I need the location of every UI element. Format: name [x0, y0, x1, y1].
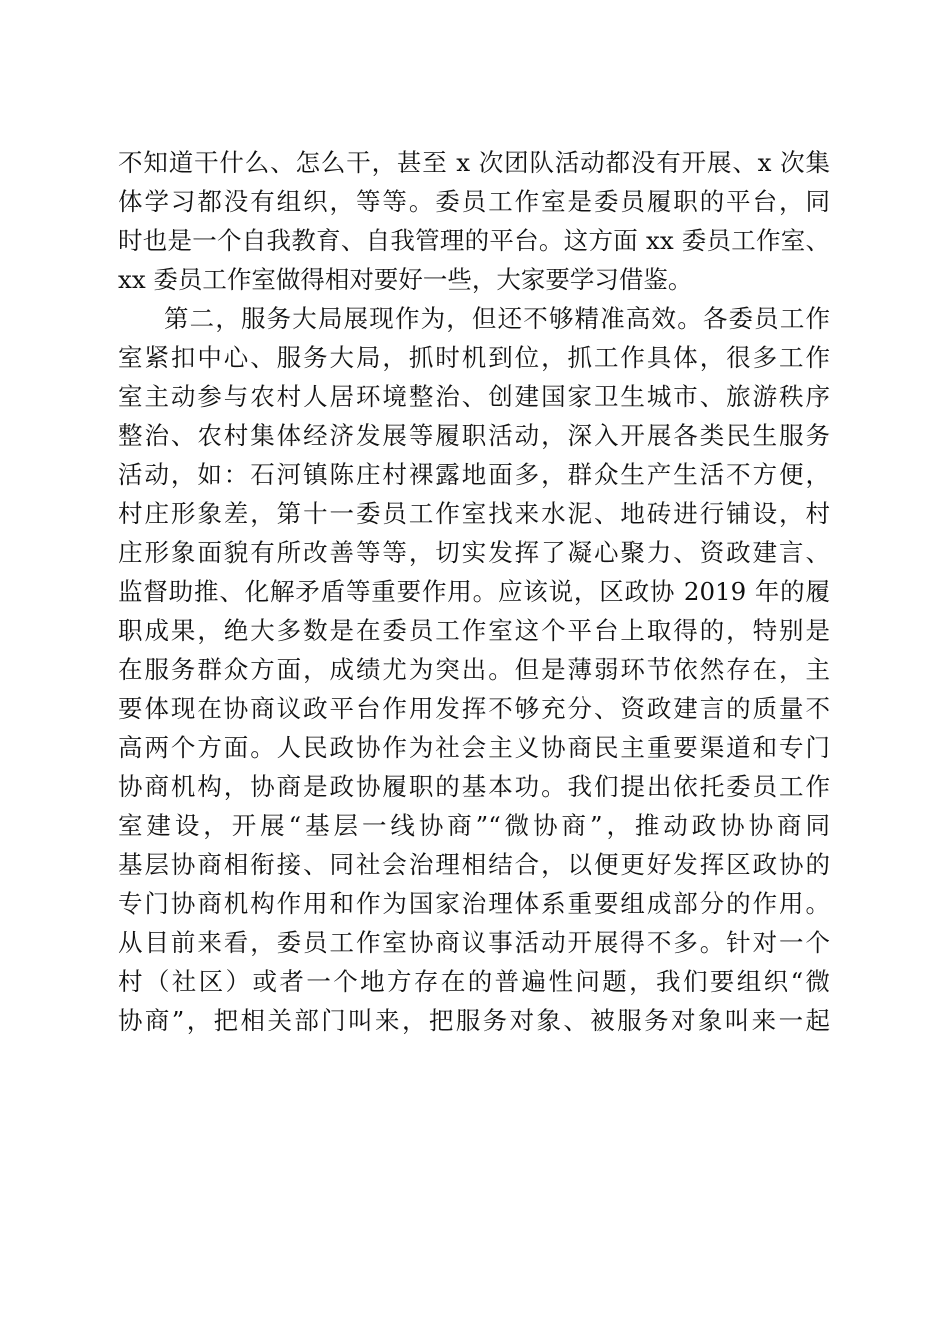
- text-line: 不知道干什么、怎么干，甚至 x 次团队活动都没有开展、x 次集: [118, 148, 830, 177]
- text-line: 室建设，开展“基层一线协商”“微协商”，推动政协协商同: [118, 811, 830, 840]
- text-line: 协商机构，协商是政协履职的基本功。我们提出依托委员工作: [118, 772, 830, 801]
- text-line: 在服务群众方面，成绩尤为突出。但是薄弱环节依然存在，主: [118, 655, 830, 684]
- text-line: 专门协商机构作用和作为国家治理体系重要组成部分的作用。: [118, 889, 830, 918]
- text-line: 整治、农村集体经济发展等履职活动，深入开展各类民生服务: [118, 421, 830, 450]
- text-line: 从目前来看，委员工作室协商议事活动开展得不多。针对一个: [118, 928, 830, 957]
- text-line: 室主动参与农村人居环境整治、创建国家卫生城市、旅游秩序: [118, 382, 830, 411]
- body-text: [118, 143, 830, 1040]
- text-line: 要体现在协商议政平台作用发挥不够充分、资政建言的质量不: [118, 694, 830, 723]
- text-line: 庄形象面貌有所改善等等，切实发挥了凝心聚力、资政建言、: [118, 538, 830, 567]
- text-line: 活动，如：石河镇陈庄村裸露地面多，群众生产生活不方便，: [118, 460, 830, 489]
- text-line: 时也是一个自我教育、自我管理的平台。这方面 xx 委员工作室、: [118, 226, 830, 255]
- text-line: 村（社区）或者一个地方存在的普遍性问题，我们要组织“微: [118, 967, 830, 996]
- text-line: 体学习都没有组织，等等。委员工作室是委员履职的平台，同: [118, 187, 830, 216]
- text-line: 第二，服务大局展现作为，但还不够精准高效。各委员工作: [164, 304, 830, 333]
- text-line: 基层协商相衔接、同社会治理相结合，以便更好发挥区政协的: [118, 850, 830, 879]
- text-line: 室紧扣中心、服务大局，抓时机到位，抓工作具体，很多工作: [118, 343, 830, 372]
- paragraph-continuation: [118, 143, 830, 299]
- text-line: 监督助推、化解矛盾等重要作用。应该说，区政协 2019 年的履: [118, 577, 830, 606]
- text-line: 协商”，把相关部门叫来，把服务对象、被服务对象叫来一起: [118, 1006, 830, 1035]
- text-line: 村庄形象差，第十一委员工作室找来水泥、地砖进行铺设，村: [118, 499, 830, 528]
- paragraph-second-point: [118, 299, 830, 1040]
- text-line: 高两个方面。人民政协作为社会主义协商民主重要渠道和专门: [118, 733, 830, 762]
- text-line: 职成果，绝大多数是在委员工作室这个平台上取得的，特别是: [118, 616, 830, 645]
- text-line: xx 委员工作室做得相对要好一些，大家要学习借鉴。: [118, 265, 693, 294]
